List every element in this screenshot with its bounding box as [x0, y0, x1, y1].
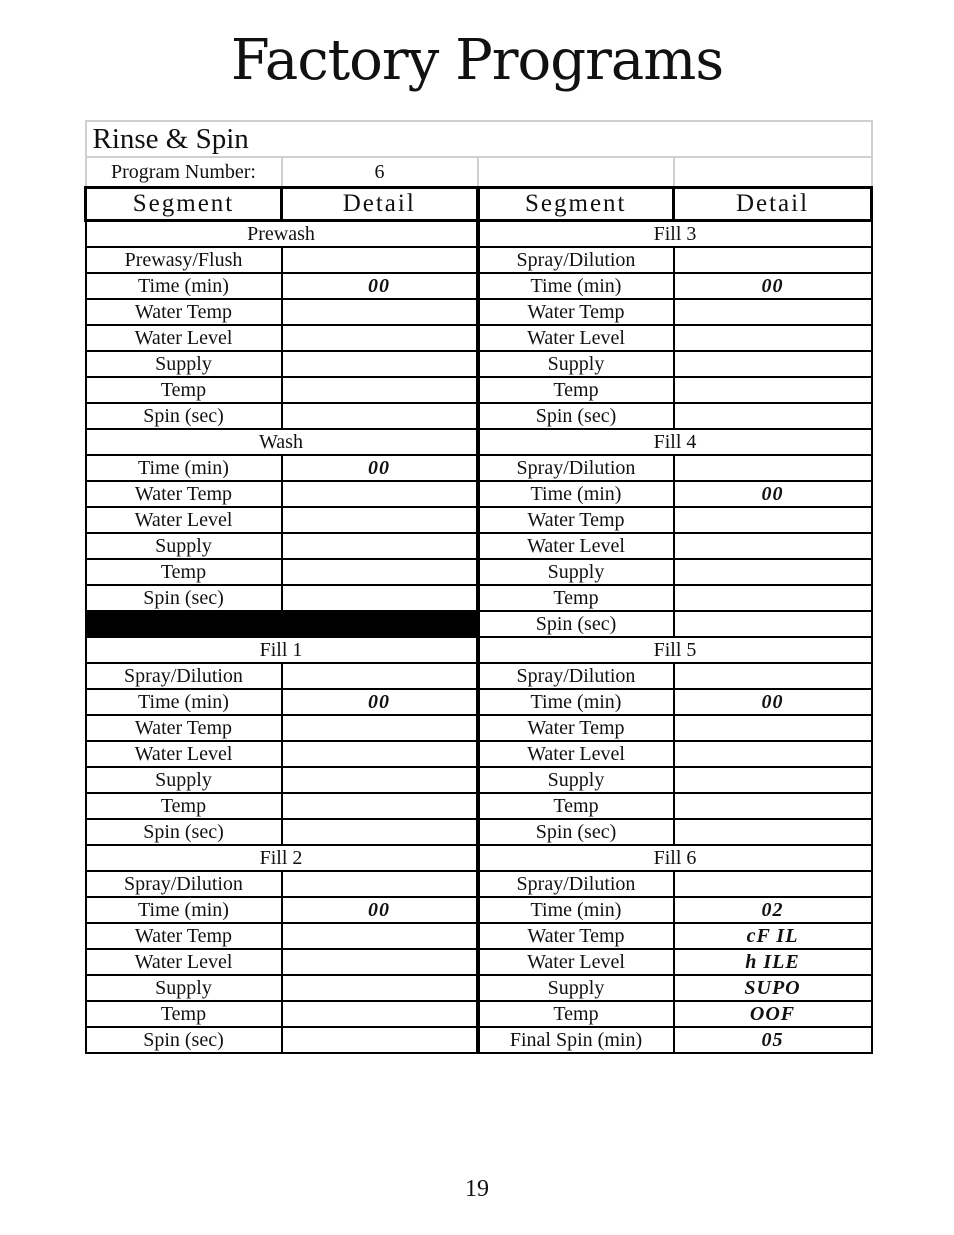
segment-label: Water Level [478, 325, 674, 351]
segment-label: Temp [86, 559, 282, 585]
segment-label: Supply [478, 559, 674, 585]
detail-value: 05 [674, 1027, 872, 1053]
segment-label: Spray/Dilution [478, 663, 674, 689]
segment-label: Time (min) [478, 273, 674, 299]
segment-label: Spin (sec) [478, 819, 674, 845]
table-row [86, 273, 872, 299]
detail-value [282, 1027, 478, 1053]
segment-label: Final Spin (min) [478, 1027, 674, 1053]
detail-value [282, 949, 478, 975]
segment-label: Spray/Dilution [86, 871, 282, 897]
segment-label: Water Temp [86, 923, 282, 949]
program-number-value: 6 [282, 157, 478, 188]
program-name: Rinse & Spin [86, 121, 872, 157]
segment-label: Water Temp [478, 923, 674, 949]
detail-value [282, 481, 478, 507]
segment-label: Spray/Dilution [478, 247, 674, 273]
detail-value [674, 819, 872, 845]
detail-value [282, 377, 478, 403]
detail-header: Detail [674, 188, 872, 221]
detail-value [282, 1001, 478, 1027]
blackout-cell [86, 611, 478, 637]
segment-label: Supply [478, 351, 674, 377]
segment-label: Time (min) [86, 897, 282, 923]
table-row [86, 481, 872, 507]
segment-label: Spin (sec) [86, 1027, 282, 1053]
table-row [86, 871, 872, 897]
segment-label: Water Level [86, 741, 282, 767]
segment-label: Water Level [478, 533, 674, 559]
empty-cell [674, 157, 872, 188]
table-row [86, 247, 872, 273]
segment-label: Water Temp [478, 507, 674, 533]
table-row [86, 299, 872, 325]
detail-value [674, 663, 872, 689]
table-row [86, 1001, 872, 1027]
section-header: Fill 2 [86, 845, 478, 871]
segment-label: Supply [478, 767, 674, 793]
segment-label: Supply [86, 975, 282, 1001]
detail-value [282, 923, 478, 949]
segment-label: Spin (sec) [86, 585, 282, 611]
segment-label: Temp [478, 585, 674, 611]
detail-value [282, 871, 478, 897]
detail-value: OOF [674, 1001, 872, 1027]
segment-label: Water Temp [86, 299, 282, 325]
detail-value [674, 741, 872, 767]
detail-value [282, 247, 478, 273]
detail-value [674, 377, 872, 403]
page-title: Factory Programs [230, 28, 724, 93]
detail-value: 00 [674, 689, 872, 715]
segment-label: Time (min) [86, 689, 282, 715]
table-row [86, 533, 872, 559]
detail-value [674, 351, 872, 377]
detail-header: Detail [282, 188, 478, 221]
table-row [86, 611, 872, 637]
segment-label: Water Level [86, 949, 282, 975]
table-row [86, 819, 872, 845]
section-header: Fill 5 [478, 637, 872, 663]
segment-label: Water Temp [86, 481, 282, 507]
segment-label: Temp [86, 793, 282, 819]
segment-label: Time (min) [478, 897, 674, 923]
detail-value [674, 247, 872, 273]
detail-value [282, 325, 478, 351]
detail-value: cF IL [674, 923, 872, 949]
table-row [86, 325, 872, 351]
detail-value [674, 299, 872, 325]
table-row [86, 715, 872, 741]
program-table [84, 120, 873, 1054]
segment-label: Spray/Dilution [478, 455, 674, 481]
section-header: Fill 4 [478, 429, 872, 455]
section-header: Fill 6 [478, 845, 872, 871]
table-row [86, 689, 872, 715]
program-number-row [86, 157, 872, 188]
detail-value [674, 325, 872, 351]
detail-value [282, 819, 478, 845]
detail-value [674, 793, 872, 819]
detail-value [282, 351, 478, 377]
section-header: Wash [86, 429, 478, 455]
segment-label: Time (min) [478, 481, 674, 507]
detail-value: SUPO [674, 975, 872, 1001]
segment-label: Water Level [86, 325, 282, 351]
table-row [86, 1027, 872, 1053]
page-number: 19 [465, 1176, 489, 1202]
detail-value [674, 611, 872, 637]
segment-header: Segment [86, 188, 282, 221]
detail-value [282, 299, 478, 325]
table-row [86, 767, 872, 793]
segment-label: Water Level [86, 507, 282, 533]
table-row [86, 377, 872, 403]
detail-value [282, 403, 478, 429]
segment-label: Spin (sec) [86, 819, 282, 845]
table-row [86, 949, 872, 975]
detail-value: h ILE [674, 949, 872, 975]
detail-value [674, 715, 872, 741]
segment-label: Spin (sec) [478, 611, 674, 637]
segment-label: Temp [478, 377, 674, 403]
detail-value: 02 [674, 897, 872, 923]
table-row [86, 793, 872, 819]
detail-value: 00 [282, 897, 478, 923]
detail-value [674, 871, 872, 897]
segment-label: Supply [478, 975, 674, 1001]
program-name-row [86, 121, 872, 157]
section-header: Fill 1 [86, 637, 478, 663]
segment-label: Spin (sec) [478, 403, 674, 429]
segment-label: Temp [86, 1001, 282, 1027]
column-header-row [86, 188, 872, 221]
detail-value [674, 585, 872, 611]
detail-value [282, 533, 478, 559]
detail-value: 00 [674, 481, 872, 507]
detail-value [282, 559, 478, 585]
segment-label: Temp [478, 793, 674, 819]
table-row [86, 923, 872, 949]
detail-value [282, 507, 478, 533]
table-row [86, 585, 872, 611]
segment-label: Water Level [478, 949, 674, 975]
table-row [86, 663, 872, 689]
table-row [86, 221, 872, 248]
section-header: Prewash [86, 221, 478, 248]
segment-label: Supply [86, 533, 282, 559]
table-row [86, 429, 872, 455]
segment-label: Spin (sec) [86, 403, 282, 429]
detail-value [282, 663, 478, 689]
table-row [86, 455, 872, 481]
segment-label: Water Temp [478, 299, 674, 325]
segment-label: Time (min) [86, 273, 282, 299]
detail-value [674, 455, 872, 481]
detail-value [282, 793, 478, 819]
detail-value [674, 403, 872, 429]
segment-label: Spray/Dilution [86, 663, 282, 689]
table-row [86, 351, 872, 377]
table-row [86, 637, 872, 663]
detail-value [674, 507, 872, 533]
segment-label: Supply [86, 767, 282, 793]
table-row [86, 403, 872, 429]
detail-value: 00 [282, 689, 478, 715]
segment-label: Time (min) [478, 689, 674, 715]
table-row [86, 975, 872, 1001]
detail-value: 00 [282, 273, 478, 299]
segment-label: Temp [86, 377, 282, 403]
segment-label: Supply [86, 351, 282, 377]
detail-value [282, 715, 478, 741]
table-row [86, 897, 872, 923]
segment-label: Spray/Dilution [478, 871, 674, 897]
table-row [86, 559, 872, 585]
detail-value [282, 975, 478, 1001]
detail-value: 00 [674, 273, 872, 299]
segment-label: Temp [478, 1001, 674, 1027]
detail-value [674, 533, 872, 559]
section-header: Fill 3 [478, 221, 872, 248]
detail-value [282, 767, 478, 793]
detail-value [674, 767, 872, 793]
segment-header: Segment [478, 188, 674, 221]
detail-value [674, 559, 872, 585]
segment-label: Water Temp [86, 715, 282, 741]
table-row [86, 741, 872, 767]
segment-label: Water Temp [478, 715, 674, 741]
table-row [86, 507, 872, 533]
detail-value [282, 585, 478, 611]
program-number-label: Program Number: [86, 157, 282, 188]
table-row [86, 845, 872, 871]
segment-label: Water Level [478, 741, 674, 767]
segment-label: Time (min) [86, 455, 282, 481]
segment-label: Prewasy/Flush [86, 247, 282, 273]
detail-value: 00 [282, 455, 478, 481]
empty-cell [478, 157, 674, 188]
detail-value [282, 741, 478, 767]
